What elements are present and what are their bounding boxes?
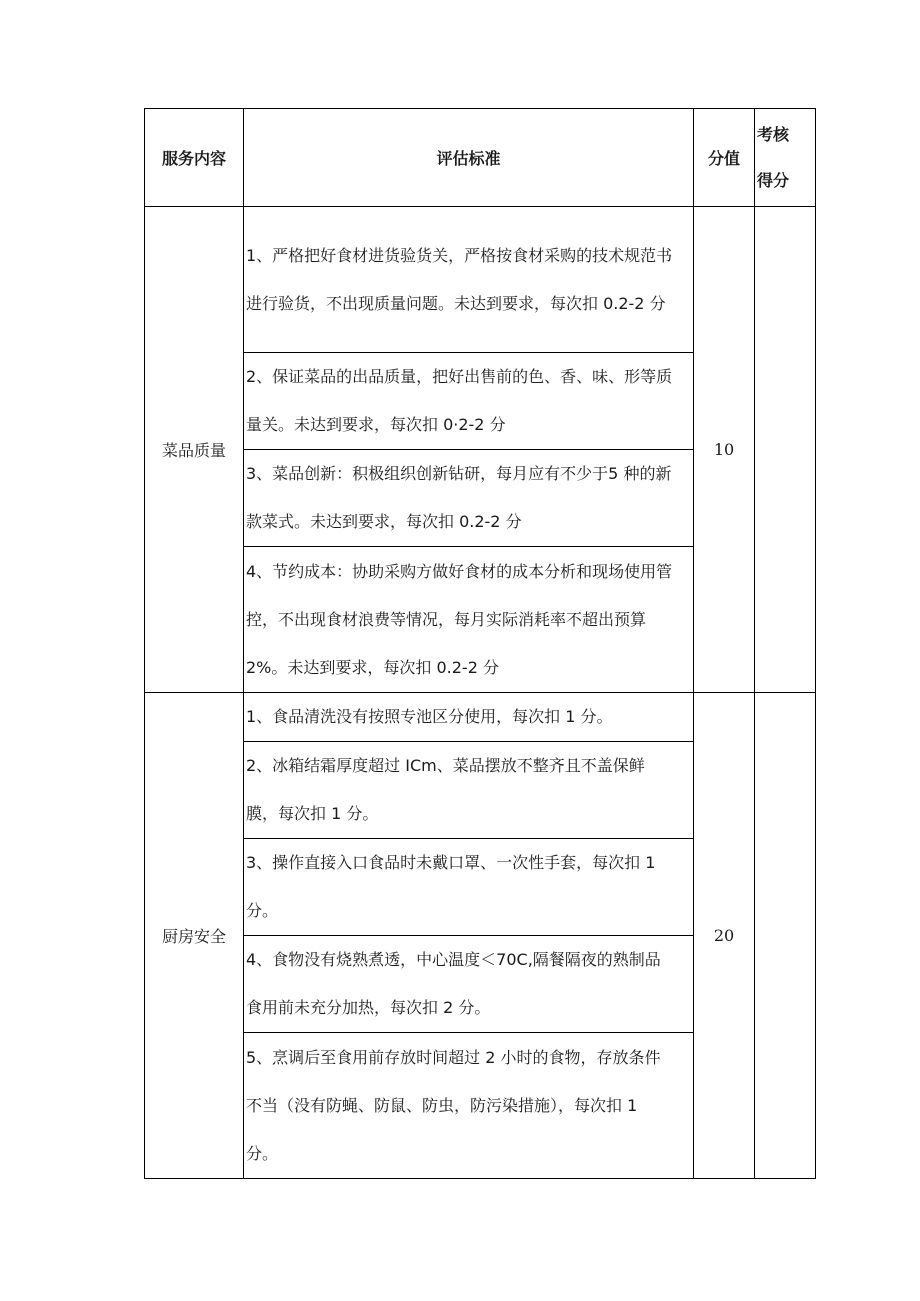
header-score-line2: 得分 <box>757 170 790 190</box>
score-cell-dish-quality[interactable] <box>755 207 816 693</box>
points-cell-dish-quality: 10 <box>694 207 755 693</box>
table-row <box>145 693 816 742</box>
criteria-cell: 2、保证菜品的出品质量，把好出售前的色、香、味、形等质量关。未达到要求，每次扣 0·2-2 分 <box>244 353 694 450</box>
criteria-cell: 1、食品清洗没有按照专池区分使用，每次扣 1 分。 <box>244 693 694 742</box>
header-points: 分值 <box>694 109 755 207</box>
criteria-cell: 4、节约成本：协助采购方做好食材的成本分析和现场使用管控，不出现食材浪费等情况，每月实际消耗率不超出预算 2%。未达到要求，每次扣 0.2-2 分 <box>244 547 694 693</box>
table-row <box>145 207 816 353</box>
header-row <box>145 109 816 207</box>
service-cell-dish-quality: 菜品质量 <box>145 207 244 693</box>
header-score <box>755 109 816 207</box>
header-service: 服务内容 <box>145 109 244 207</box>
criteria-cell: 1、严格把好食材进货验货关，严格按食材采购的技术规范书进行验货，不出现质量问题。未达到要求，每次扣 0.2-2 分 <box>244 207 694 353</box>
criteria-cell: 3、菜品创新：积极组织创新钻研，每月应有不少于5 种的新款菜式。未达到要求，每次扣 0.2-2 分 <box>244 450 694 547</box>
header-criteria: 评估标准 <box>244 109 694 207</box>
criteria-cell: 5、烹调后至食用前存放时间超过 2 小时的食物，存放条件不当（没有防蝇、防鼠、防虫，防污染措施），每次扣 1 分。 <box>244 1033 694 1179</box>
header-score-line1: 考核 <box>757 124 790 144</box>
points-cell-kitchen-safety: 20 <box>694 693 755 1179</box>
criteria-cell: 4、食物没有烧熟煮透，中心温度＜70C,隔餐隔夜的熟制品食用前未充分加热，每次扣 2 分。 <box>244 936 694 1033</box>
criteria-cell: 2、冰箱结霜厚度超过 ICm、菜品摆放不整齐且不盖保鲜膜，每次扣 1 分。 <box>244 742 694 839</box>
criteria-cell: 3、操作直接入口食品时未戴口罩、一次性手套，每次扣 1 分。 <box>244 839 694 936</box>
service-cell-kitchen-safety: 厨房安全 <box>145 693 244 1179</box>
score-cell-kitchen-safety[interactable] <box>755 693 816 1179</box>
evaluation-table <box>144 108 816 1179</box>
